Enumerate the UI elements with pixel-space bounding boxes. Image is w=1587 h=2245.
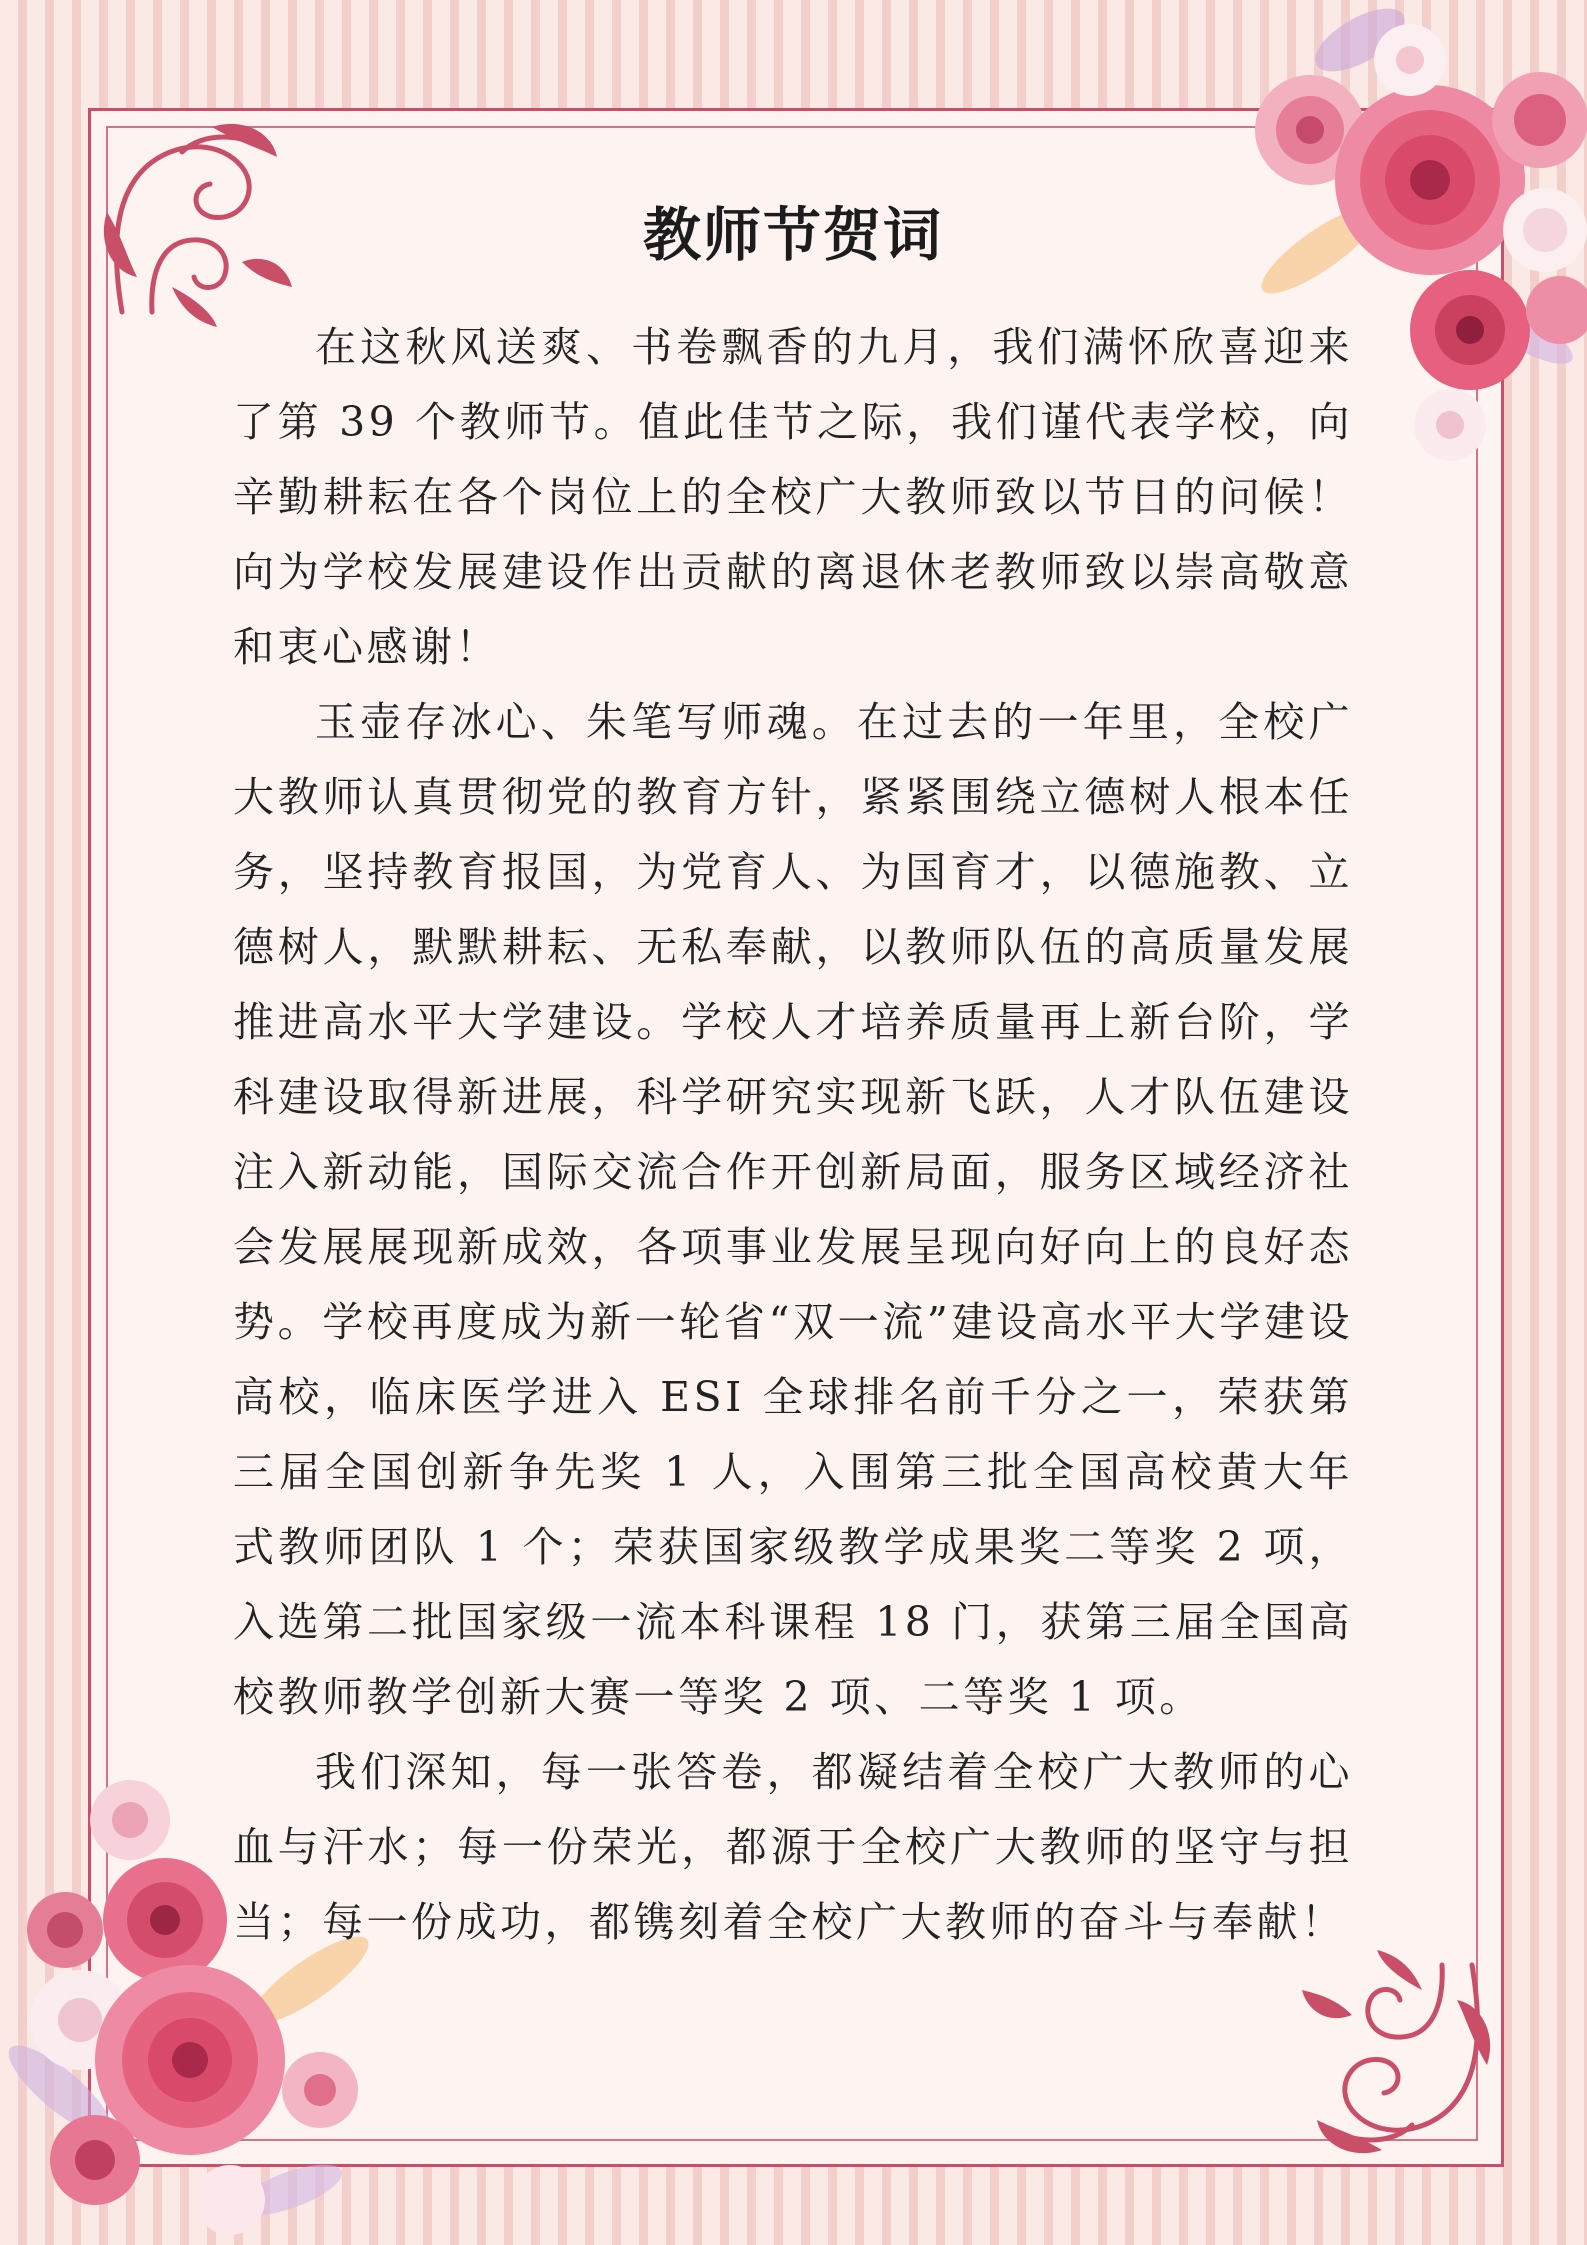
document-title: 教师节贺词 bbox=[642, 201, 943, 269]
scroll-ornament-icon bbox=[1282, 1945, 1502, 2165]
paragraph: 在这秋风送爽、书卷飘香的九月，我们满怀欣喜迎来了第 39 个教师节。值此佳节之际，我们谨代表学校，向辛勤耕耘在各个岗位上的全校广大教师致以节日的问候！向为学校发展建设作出贡献的离退休老教师致以崇高敬意和衷心感谢！ bbox=[233, 323, 1353, 671]
paragraph: 玉壶存冰心、朱笔写师魂。在过去的一年里，全校广大教师认真贯彻党的教育方针，紧紧围绕立德树人根本任务，坚持教育报国，为党育人、为国育才，以德施教、立德树人，默默耕耘、无私奉献，以教师队伍的高质量发展推进高水平大学建设。学校人才培养质量再上新台阶，学科建设取得新进展，科学研究实现新飞跃，人才队伍建设注入新动能，国际交流合作开创新局面，服务区域经济社会发展展现新成效，各项事业发展呈现向好向上的良好态势。学校再度成为新一轮省“双一流”建设高水平大学建设高校，临床医学进入 ESI 全球排名前千分之一，荣获第三届全国创新争先奖 1 人，入围第三批全国高校黄大年式教师团队 1 个；荣获国家级教学成果奖二等奖 2 项，入选第二批国家级一流本科课程 18 门，获第三届全国高校教师教学创新大赛一等奖 2 项、二等奖 1 项。 bbox=[233, 698, 1353, 1721]
paragraph: 我们深知，每一张答卷，都凝结着全校广大教师的心血与汗水；每一份荣光，都源于全校广大教师的坚守与担当；每一份成功，都镌刻着全校广大教师的奋斗与奉献！ bbox=[233, 1748, 1353, 1946]
document-body bbox=[233, 190, 1353, 1960]
